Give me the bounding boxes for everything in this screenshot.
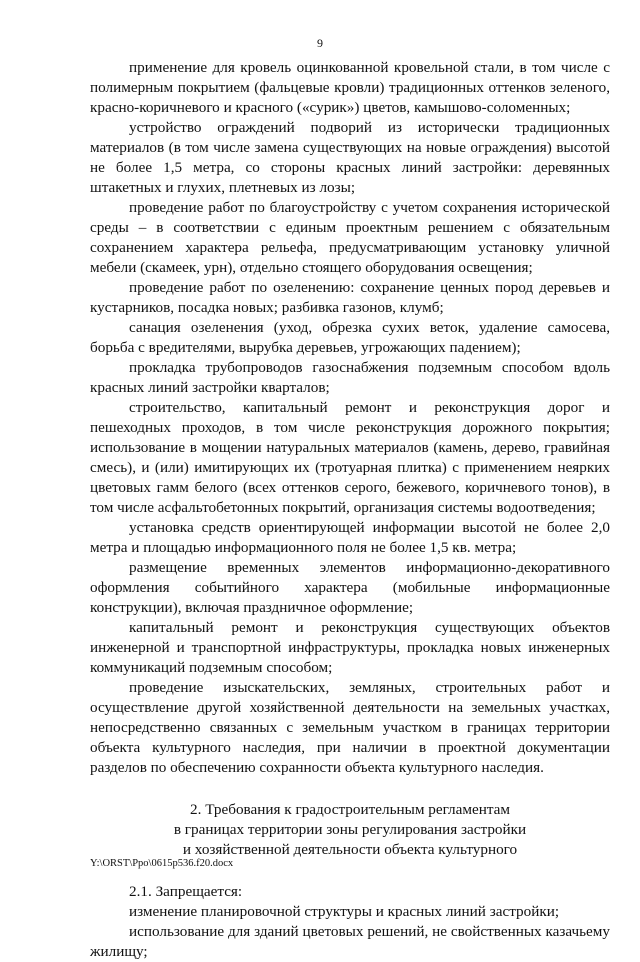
clause-heading: 2.1. Запрещается: <box>129 883 243 900</box>
paragraph: проведение работ по благоустройству с учетом сохранения исторической среды – в соответствии с единым проектным решением с обязательным сохранением характера рельефа, предусматривающим установку уличной мебели (скамеек, урн), отдельно стоящего оборудования освещения; <box>90 199 610 276</box>
paragraph: капитальный ремонт и реконструкция существующих объектов инженерной и транспортной инфраструктуры, прокладка новых инженерных коммуникаций подземным способом; <box>90 619 610 676</box>
paragraph: применение для кровель оцинкованной кровельной стали, в том числе с полимерным покрытием (фальцевые кровли) традиционных оттенков зеленого, красно-коричневого и красного («сурик») цветов, камышово-соломенных; <box>90 59 610 116</box>
footer-file-path: Y:\ORST\Ppo\0615p536.f20.docx <box>90 858 234 869</box>
section-title <box>90 800 610 860</box>
section-title-line: и хозяйственной деятельности объекта культурного <box>182 841 518 858</box>
clause-item: изменение планировочной структуры и красных линий застройки; <box>129 903 560 920</box>
paragraph: строительство, капитальный ремонт и реконструкция дорог и пешеходных проходов, в том числе реконструкция дорожного покрытия; использование в мощении натуральных материалов (камень, дерево, гравийная смесь), и (или) имитирующих их (тротуарная плитка) с применением неярких цветовых гамм белого (всех оттенков серого, бежевого, коричневого тонов), в том числе асфальтобетонных покрытий, организация системы водоотведения; <box>90 399 610 516</box>
clause-item: использование для зданий цветовых решений, не свойственных казачьему жилищу; <box>90 923 610 960</box>
document-body <box>90 58 610 962</box>
paragraph: проведение работ по озеленению: сохранение ценных пород деревьев и кустарников, посадка новых; разбивка газонов, клумб; <box>90 279 610 316</box>
paragraph: проведение изыскательских, земляных, строительных работ и осуществление другой хозяйственной деятельности на земельных участках, непосредственно связанных с земельным участком в границах территории объекта культурного наследия, при наличии в проектной документации разделов по обеспечению сохранности объекта культурного наследия. <box>90 679 610 776</box>
paragraph: устройство ограждений подворий из исторически традиционных материалов (в том числе замена существующих на новые ограждения) высотой не более 1,5 метра, со стороны красных линий застройки: деревянных штакетных и глухих, плетневых из лозы; <box>90 119 610 196</box>
paragraph: санация озеленения (уход, обрезка сухих веток, удаление самосева, борьба с вредителями, вырубка деревьев, угрожающих падением); <box>90 319 610 356</box>
section-title-line: 2. Требования к градостроительным регламентам <box>190 801 510 818</box>
paragraph: размещение временных элементов информационно-декоративного оформления событийного характера (мобильные информационные конструкции), включая праздничное оформление; <box>90 559 610 616</box>
paragraph: прокладка трубопроводов газоснабжения подземным способом вдоль красных линий застройки кварталов; <box>90 359 610 396</box>
page-number: 9 <box>317 36 323 50</box>
section-title-line: в границах территории зоны регулирования застройки <box>173 821 527 838</box>
paragraph: установка средств ориентирующей информации высотой не более 2,0 метра и площадью информационного поля не более 1,5 кв. метра; <box>90 519 610 556</box>
clause-2-1 <box>90 882 610 962</box>
